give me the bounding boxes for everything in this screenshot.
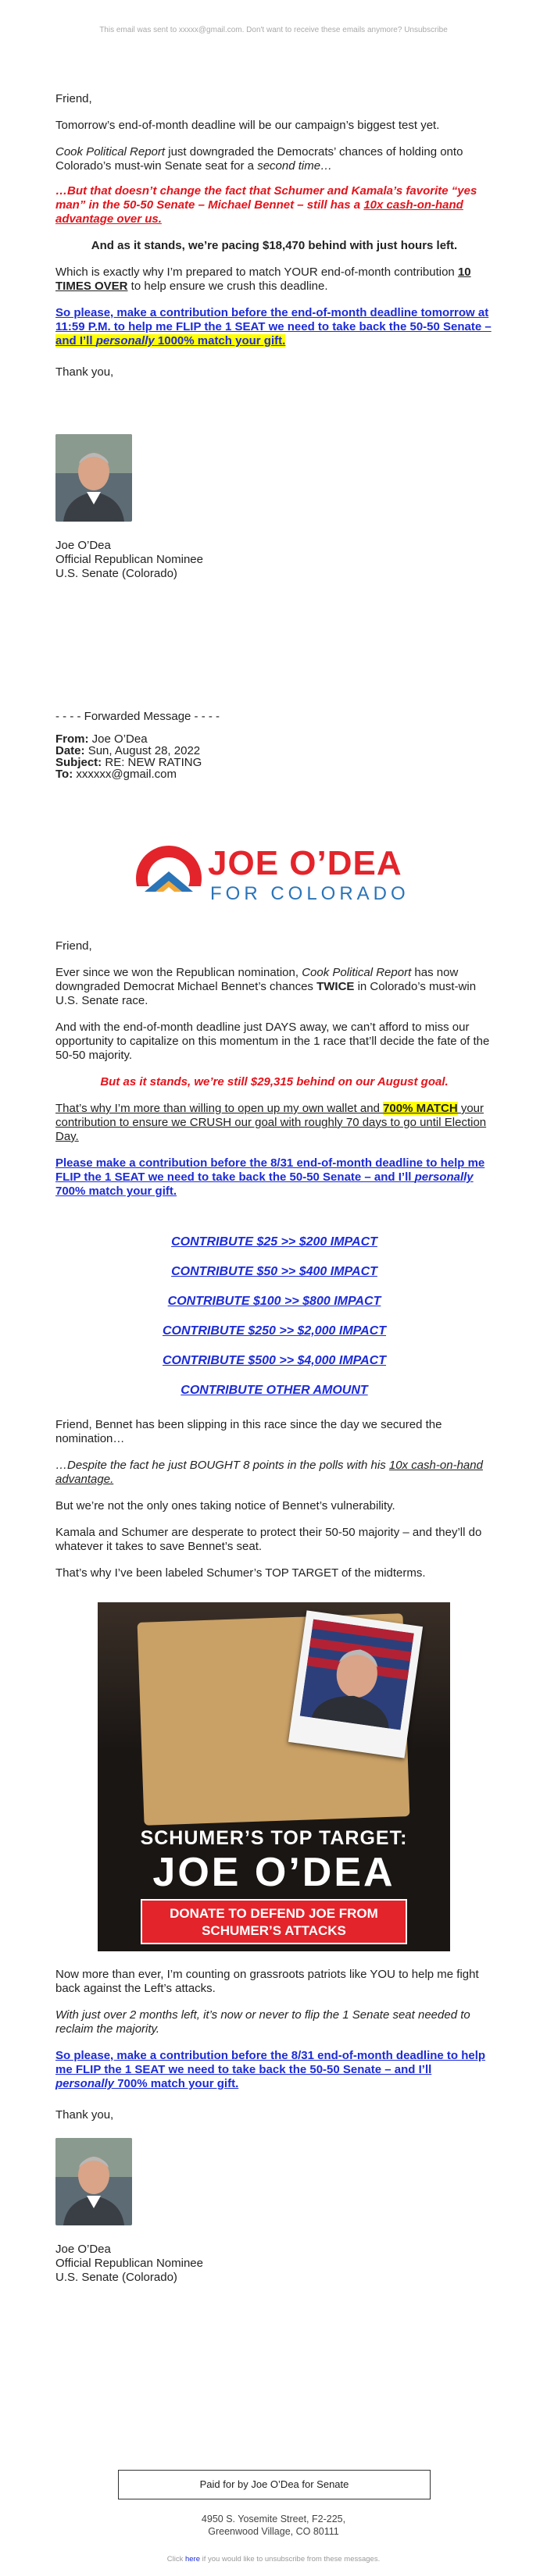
paragraph: That’s why I’m more than willing to open up my own wallet and 700% MATCH your contribution to ensure we CRUSH our goal with roughly 70 days to go until Election Day. bbox=[55, 1102, 487, 1143]
address-line-1: 4950 S. Yosemite Street, F2-225, bbox=[201, 2514, 346, 2524]
polaroid-photo bbox=[288, 1610, 423, 1758]
logo-name: JOE O’DEA bbox=[208, 844, 402, 882]
body-section-3 bbox=[55, 1418, 493, 1580]
logo-sub: FOR COLORADO bbox=[210, 883, 409, 904]
address-line-2: Greenwood Village, CO 80111 bbox=[208, 2526, 339, 2537]
forwarded-label: - - - - Forwarded Message - - - - bbox=[55, 710, 220, 723]
unsubscribe-here-link[interactable]: here bbox=[184, 2555, 200, 2564]
paragraph: Ever since we won the Republican nomination, Cook Political Report has now downgraded Democrat Michael Bennet’s chances TWICE in Colorado’s must-win U.S. Senate race. bbox=[55, 966, 477, 1007]
thanks-text: Thank you, bbox=[55, 2108, 114, 2122]
paid-for-box: Paid for by Joe O’Dea for Senate bbox=[118, 2470, 431, 2499]
paragraph: Which is exactly why I’m prepared to match YOUR end-of-month contribution 10 TIMES OVER to help ensure we crush this deadline. bbox=[55, 265, 471, 293]
banner-line2: JOE O’DEA bbox=[152, 1850, 395, 1895]
paragraph: Now more than ever, I’m counting on grassroots patriots like YOU to help me fight back against the Left’s attacks. bbox=[55, 1968, 479, 1995]
paragraph: That’s why I’ve been labeled Schumer’s TOP TARGET of the midterms. bbox=[55, 1566, 426, 1580]
signature-1 bbox=[55, 539, 493, 581]
preheader-unsubscribe-link[interactable]: Unsubscribe bbox=[404, 26, 448, 34]
schumer-target-banner[interactable] bbox=[98, 1602, 450, 1951]
signature-2 bbox=[55, 2243, 493, 2285]
intro-section bbox=[55, 92, 493, 379]
banner-line1: SCHUMER’S TOP TARGET: bbox=[140, 1827, 408, 1849]
contribute-other-link[interactable]: CONTRIBUTE OTHER AMOUNT bbox=[181, 1384, 368, 1397]
signature-office: U.S. Senate (Colorado) bbox=[55, 2271, 177, 2284]
thanks-text: Thank you, bbox=[55, 365, 114, 379]
greeting: Friend, bbox=[55, 939, 92, 953]
contribute-100-link[interactable]: CONTRIBUTE $100 >> $800 IMPACT bbox=[167, 1295, 381, 1308]
mountain-sun-icon bbox=[134, 843, 204, 914]
paragraph-red: …But that doesn’t change the fact that Schumer and Kamala’s favorite “yes man” in the 50-50 Senate – Michael Bennet – still has a 10x cash-on-hand advantage over us. bbox=[55, 184, 477, 226]
behind-goal-text: But as it stands, we’re still $29,315 behind on our August goal. bbox=[100, 1075, 449, 1088]
donate-link-2[interactable]: Please make a contribution before the 8/31 end-of-month deadline to help me FLIP the 1 SEAT we need to take back the 50-50 Senate – and I’ll personally 700% match your gift. bbox=[55, 1156, 485, 1198]
forwarded-body bbox=[55, 939, 493, 1199]
donate-link-3[interactable]: So please, make a contribution before the 8/31 end-of-month deadline to help me FLIP the 1 SEAT we need to take back the 50-50 Senate – and I’ll personally 700% match your gift. bbox=[55, 2049, 486, 2090]
paragraph: And with the end-of-month deadline just DAYS away, we can’t afford to miss our opportunity to capitalize on this momentum in the 1 race that’ll decide the fate of the 50-50 majority. bbox=[55, 1021, 490, 1062]
body-section-4 bbox=[55, 1968, 493, 2122]
paragraph: With just over 2 months left, it’s now or never to flip the 1 Senate seat needed to reclaim the majority. bbox=[55, 2008, 470, 2036]
paragraph: Cook Political Report just downgraded the Democrats’ chances of holding onto Colorado’s must-win Senate seat for a second time… bbox=[55, 145, 463, 173]
signature-title: Official Republican Nominee bbox=[55, 2257, 203, 2270]
forwarded-header: - - - - Forwarded Message - - - - From: Joe O’Dea Date: Sun, August 28, 2022 Subject: RE: NEW RATING To: xxxxxx@gmail.com bbox=[55, 711, 493, 780]
contribute-500-link[interactable]: CONTRIBUTE $500 >> $4,000 IMPACT bbox=[162, 1354, 387, 1367]
contribute-25-link[interactable]: CONTRIBUTE $25 >> $200 IMPACT bbox=[171, 1235, 377, 1249]
signature-office: U.S. Senate (Colorado) bbox=[55, 567, 177, 580]
greeting: Friend, bbox=[55, 92, 92, 105]
paragraph: Tomorrow’s end-of-month deadline will be our campaign’s biggest test yet. bbox=[55, 119, 440, 132]
paragraph: Friend, Bennet has been slipping in this race since the day we secured the nomination… bbox=[55, 1418, 442, 1445]
unsubscribe-footer: Click here if you would like to unsubscribe from these messages. bbox=[166, 2555, 381, 2564]
preheader bbox=[0, 26, 547, 34]
pacing-text: And as it stands, we’re pacing $18,470 behind with just hours left. bbox=[91, 239, 458, 252]
paragraph: …Despite the fact he just BOUGHT 8 points in the polls with his 10x cash-on-hand advantage. bbox=[55, 1459, 483, 1486]
contribute-250-link[interactable]: CONTRIBUTE $250 >> $2,000 IMPACT bbox=[162, 1324, 387, 1338]
contribute-50-link[interactable]: CONTRIBUTE $50 >> $400 IMPACT bbox=[171, 1265, 377, 1278]
signature-title: Official Republican Nominee bbox=[55, 553, 203, 566]
candidate-photo bbox=[55, 2138, 132, 2225]
paragraph: But we’re not the only ones taking notice of Bennet’s vulnerability. bbox=[55, 1499, 395, 1512]
signature-name: Joe O’Dea bbox=[55, 2243, 111, 2256]
donate-link-1[interactable]: So please, make a contribution before the end-of-month deadline tomorrow at 11:59 P.M. to help me FLIP the 1 SEAT we need to take back the 50-50 Senate – and I’ll personally 1000% match your gift. bbox=[55, 306, 492, 347]
banner-donate-button[interactable]: DONATE TO DEFEND JOE FROM SCHUMER’S ATTACKS bbox=[141, 1899, 407, 1944]
preheader-text: This email was sent to xxxxx@gmail.com. Don't want to receive these emails anymore? bbox=[99, 26, 402, 34]
signature-name: Joe O’Dea bbox=[55, 539, 111, 552]
candidate-photo bbox=[55, 434, 132, 522]
paragraph: Kamala and Schumer are desperate to protect their 50-50 majority – and they’ll do whatever it takes to save Bennet’s seat. bbox=[55, 1526, 482, 1553]
campaign-logo bbox=[134, 843, 415, 904]
